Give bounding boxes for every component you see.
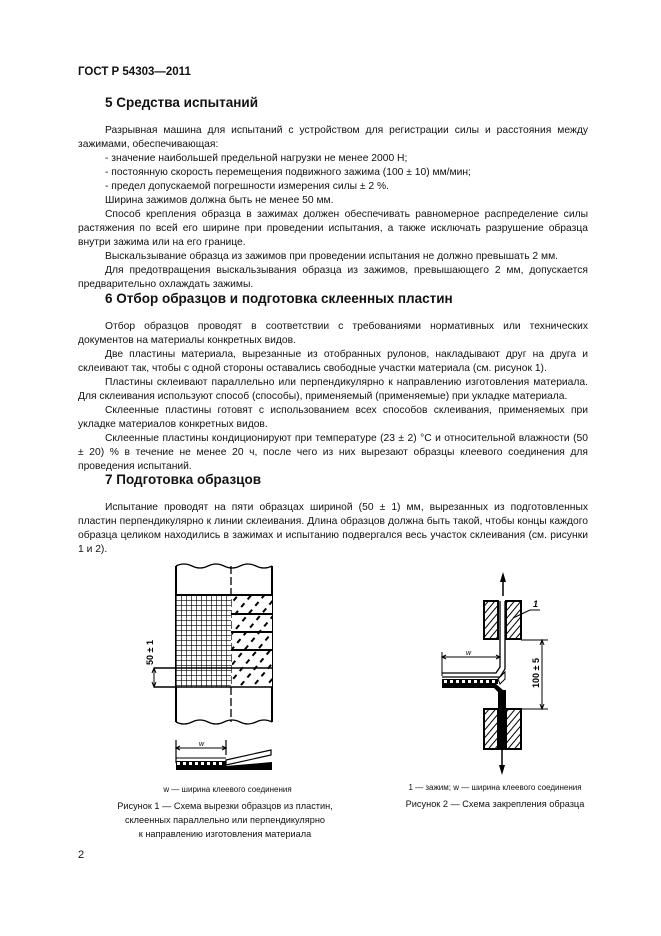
figure-1-caption [80,799,370,841]
section-6-heading: 6 Отбор образцов и подготовка склеенных пластин [105,291,453,306]
caption-line: Рисунок 1 — Схема вырезки образцов из пластин, [117,801,333,811]
figure-1-dim-label: 50 ± 1 [145,640,155,665]
paragraph: Две пластины материала, вырезанные из отобранных рулонов, накладывают друг на друга и склеивают так, чтобы с одной стороны оставались свободные участки материала (см. рисунок 1). [78,349,588,374]
paragraph: Отбор образцов проводят в соответствии с требованиями нормативных или технических документов на материалы конкретных видов. [78,321,588,346]
paragraph: Выскальзывание образца из зажимов при проведении испытания не должно превышать 2 мм. [105,251,559,262]
caption-line: склеенных параллельно или перпендикулярно [124,815,326,825]
page-number: 2 [78,849,85,861]
figure-1-legend: w — ширина клеевого соединения [163,785,292,794]
paragraph: Разрывная машина для испытаний с устройством для регистрации силы и расстояния между зажимами, обеспечивающая: [78,125,588,150]
paragraph: Испытание проводят на пяти образцах шириной (50 ± 1) мм, вырезанных из подготовленных пластин перпендикулярно к линии склеивания. Длина образцов должна быть такой, чтобы концы каждого образца целиком находились в зажимах и испытанию подвергался весь участок склеивания (см. рисунки 1 и 2). [78,502,588,555]
section-6-body [78,320,588,474]
paragraph: Ширина зажимов должна быть не менее 50 мм. [105,195,334,206]
figure-1-w-label: w [199,741,205,748]
list-item: - постоянную скорость перемещения подвижного зажима (100 ± 10) мм/мин; [105,167,471,178]
list-item: - значение наибольшей предельной нагрузки не менее 2000 Н; [105,153,408,164]
figure-2-diagram [420,565,570,780]
figure-2-legend: 1 — зажим; w — ширина клеевого соединения [408,783,582,792]
paragraph: Для предотвращения выскальзывания образца из зажимов, превышающего 2 мм, допускается предварительно охлаждать зажимы. [78,265,588,290]
section-5-body [78,124,588,292]
figure-2-callout: 1 [533,599,539,609]
document-code: ГОСТ Р 54303—2011 [78,66,191,78]
section-7-heading: 7 Подготовка образцов [105,472,262,487]
figure-2-dim-label: 100 ± 5 [531,658,541,688]
paragraph: Склеенные пластины готовят с использованием всех способов склеивания, применяемых при укладке материалов конкретных видов. [78,405,588,430]
paragraph: Пластины склеивают параллельно или перпендикулярно к направлению изготовления материала. Для склеивания используют способ (способы), применяемый (применяемые) при укладке материала. [78,377,588,402]
paragraph: Способ крепления образца в зажимах должен обеспечивать равномерное распределение силы растяжения по всей его ширине при проведении испытания, а также исключать разрушение образца внутри зажима или на его границе. [78,209,588,248]
figure-2-w-label: w [466,650,472,657]
figure-2-caption: Рисунок 2 — Схема закрепления образца [405,799,585,809]
figure-1-diagram [130,555,310,770]
caption-line: к направлению изготовления материала [138,829,312,839]
section-7-body [78,501,588,557]
paragraph: Склеенные пластины кондиционируют при температуре (23 ± 2) °С и относительной влажности (50 ± 20) % в течение не менее 20 ч, после чего из них вырезают образцы клеевого соединения для проведения испытаний. [78,433,588,472]
list-item: - предел допускаемой погрешности измерения силы ± 2 %. [105,181,390,192]
section-5-heading: 5 Средства испытаний [105,95,259,110]
